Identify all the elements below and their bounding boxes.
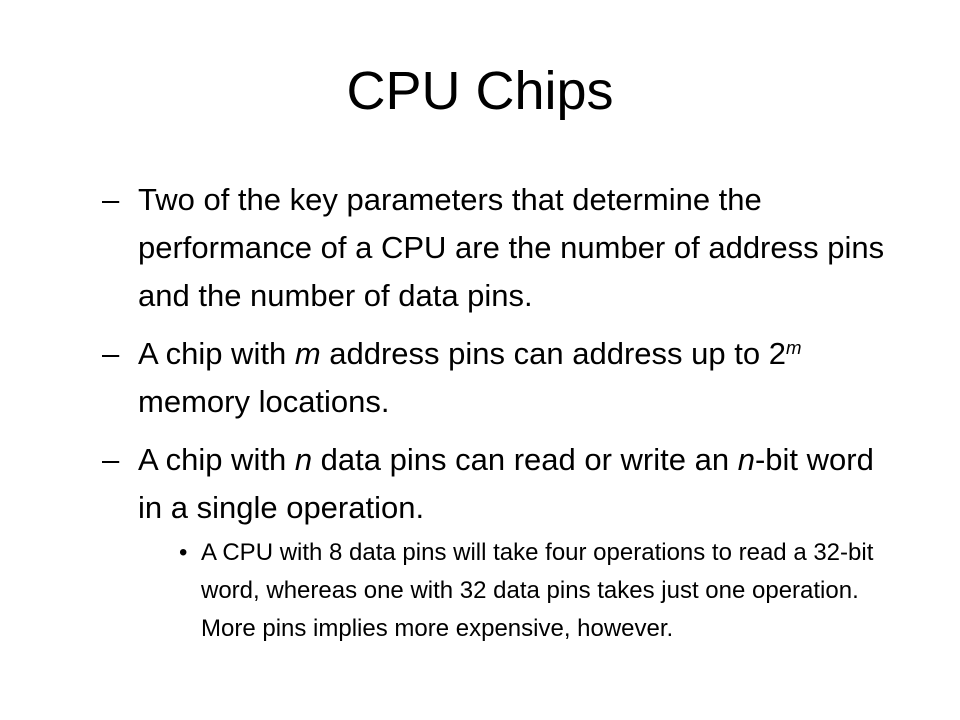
bullet-text-run: address pins can address up to 2	[320, 336, 786, 371]
bullet-text-run: data pins can read or write an	[312, 442, 738, 477]
variable-m: m	[294, 336, 321, 371]
bullet-text	[138, 336, 801, 419]
slide-title: CPU Chips	[346, 61, 614, 121]
bullet-text	[138, 442, 874, 525]
exponent-m: m	[785, 336, 802, 358]
slide-body	[102, 176, 902, 648]
dot-bullet-marker: •	[179, 539, 188, 566]
dash-bullet-marker: –	[102, 182, 120, 217]
dash-bullet-marker: –	[102, 336, 120, 371]
bullet-item	[102, 330, 902, 426]
bullet-text-run: A chip with	[138, 442, 295, 477]
bullet-item	[102, 176, 902, 320]
bullet-text-run: Two of the key parameters that determine the performance of a CPU are the number of address pins and the number of data pins.	[138, 182, 885, 313]
variable-n: n	[737, 442, 755, 477]
bullet-text-run: memory locations.	[138, 384, 390, 419]
bullet-text	[138, 182, 884, 313]
sub-bullet-text: A CPU with 8 data pins will take four operations to read a 32-bit word, whereas one with 32 data pins takes just one operation. More pins implies more expensive, however.	[201, 539, 874, 642]
bullet-item	[102, 436, 902, 532]
bullet-text-run: A chip with	[138, 336, 295, 371]
dash-bullet-marker: –	[102, 442, 120, 477]
bullet-text-run: -bit word in a single operation.	[138, 442, 874, 525]
sub-bullet-item	[179, 534, 881, 648]
variable-n: n	[294, 442, 313, 477]
